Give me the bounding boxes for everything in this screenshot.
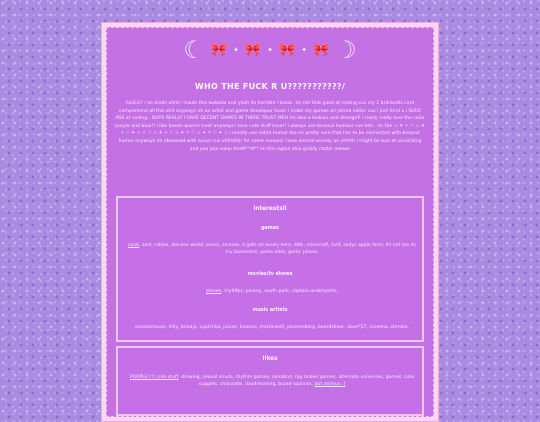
shows-list: steven, myltlfps, pinany, south park, captain underpants, xyxy=(205,289,339,294)
bow-icon: 🎀 xyxy=(210,42,227,58)
shows-link[interactable]: steven xyxy=(205,289,222,294)
crescent-moon-icon: ☽ xyxy=(335,36,357,64)
interests-title: interestsll xyxy=(253,206,287,212)
sparkle-icon: ✦ xyxy=(301,46,307,54)
sparkle-icon: ✦ xyxy=(267,46,273,54)
likes-link[interactable]: PURPLE!!!! cute stuff xyxy=(129,375,179,380)
sparkle-icon: ✦ xyxy=(233,46,239,54)
bow-icon: 🎀 xyxy=(244,42,262,58)
music-heading: music artists xyxy=(252,308,288,313)
page-title: WHO THE FUCK R U???????????/ xyxy=(194,82,346,91)
games-heading: games xyxy=(261,226,279,231)
likes-title: likes xyxy=(262,356,278,362)
music-list: sonatamouse, lilliy, bnnaje, captchka, junies, kuwaru, martinwolf, pisseenberg, beardsbear, dave*27, crusena, steroke, xyxy=(135,325,409,330)
bow-icon: 🎀 xyxy=(313,42,330,58)
likes-tail-link[interactable]: bot animus :) xyxy=(314,382,346,388)
likes-list: PURPLE!!!! cute stuff, drawing, sexual smuts, rhythm games, sonabnd, rpg maker games, alternate universes, games, cute suggets, chocolate, daydreaming, broad sponces, bot animus :) xyxy=(129,375,415,388)
header-banner xyxy=(160,34,380,66)
crescent-moon-icon: ☾ xyxy=(183,36,205,64)
games-list: cyub, sast, roblox, derulee world, omori, srcases, it gets on lonely here, ddlc, minecraft, funf, sodys apple farm, its not me its my basement, yume nikki, gartic phone, xyxy=(127,243,417,256)
intro-text: haiiiiii!! i on andel uhhh i made this website and yeah its horrible i know.. im not that good at coding cus my 2 braincells cant comprehend all this shit anyways im an artist and game developer tooo! i make my games on jshma editor cus i just fnnd u i SUCK ASS at coding.. GUYS REALLY I HAVE DECENT GAMES IN THERE TRUST MEH im also a lesbian and demigirl! i really really love the color purple and blue!! i like broad sponce treat anyways i love cute stuff tooo!! i always use broacul humour cus heh.. im the ☆ ✦ ✧ ♡ ☆ ✦ ✧ ♡ ✦ ☆ ✧ ♡ ☆ ✦ ✧ ♡ ☆ ✦ ✧ ♡ ☆ ✦ ✧ ♡ ✦ ☆ i mostly use satire humor tee im pretty sure that has to be connected with broacul humor anyways im obsessed with aurus cus uhhhhhh for some reasons i love animal society an uhhhh i might be bad at socializing and yea yea volan tmdll**dl** im the sigma ohio griddy rizzler mewer xyxy=(115,101,425,152)
bow-icon: 🎀 xyxy=(278,42,296,58)
games-link[interactable]: cyub xyxy=(127,243,140,248)
shows-heading: movies/tv shows xyxy=(247,272,293,277)
likes-box xyxy=(116,346,424,416)
interests-box xyxy=(116,196,424,342)
